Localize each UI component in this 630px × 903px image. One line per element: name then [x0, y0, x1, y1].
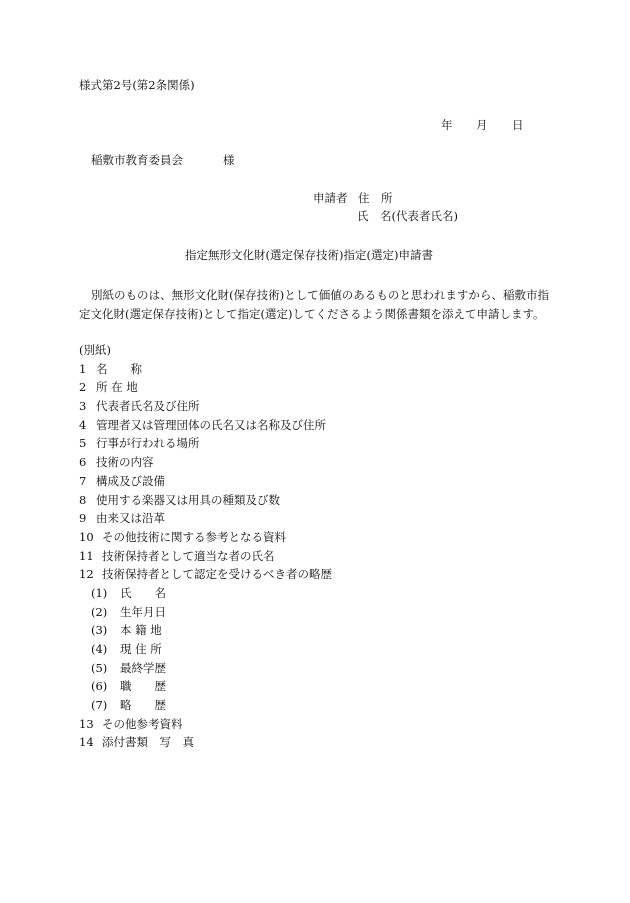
- list-item: [79, 397, 332, 416]
- applicant-address-line: [313, 193, 393, 205]
- date-year-label: 年: [441, 118, 453, 132]
- item-text: 技術保持者として適当な者の氏名: [102, 548, 275, 563]
- item-text: 所 在 地: [96, 380, 138, 395]
- item-number: 11: [79, 548, 94, 563]
- list-item: [79, 434, 332, 453]
- attachment-list: [79, 341, 332, 752]
- list-item: [79, 491, 332, 510]
- item-text: 由来又は沿革: [96, 511, 165, 526]
- attachment-header: (別紙): [79, 343, 111, 357]
- list-item: [79, 509, 332, 528]
- list-item: [79, 733, 332, 752]
- item-number: 7: [79, 473, 87, 488]
- sub-item-text: 生年月日: [120, 604, 166, 619]
- application-body: 別紙のものは、無形文化財(保存技術)として価値のあるものと思われますから、稲敷市指定文化財(選定保存技術)として指定(選定)してくださるよう関係書類を添えて申請します。: [79, 288, 549, 321]
- sub-item-text: 本 籍 地: [120, 623, 162, 638]
- applicant-address-label: 住 所: [358, 191, 393, 205]
- list-item: [79, 416, 332, 435]
- item-text: 使用する楽器又は用具の種類及び数: [96, 492, 280, 507]
- item-text: 技術の内容: [96, 455, 154, 470]
- item-number: 5: [79, 436, 87, 451]
- sub-item-number: (7): [91, 698, 108, 713]
- sub-item-number: (3): [91, 623, 108, 638]
- sub-list-item: [79, 640, 332, 659]
- item-number: 2: [79, 380, 87, 395]
- sub-list-item: [79, 603, 332, 622]
- item-text: 添付書類 写 真: [102, 735, 194, 750]
- item-number: 9: [79, 511, 87, 526]
- date-day-label: 日: [512, 118, 524, 132]
- date-line: [441, 120, 524, 132]
- item-number: 1: [79, 361, 87, 376]
- sub-list-item: [79, 677, 332, 696]
- sub-item-text: 最終学歴: [120, 660, 166, 675]
- sub-item-text: 氏 名: [120, 585, 166, 600]
- sub-item-text: 職 歴: [120, 679, 166, 694]
- item-number: 6: [79, 455, 87, 470]
- sub-item-text: 現 住 所: [120, 642, 162, 656]
- sub-list-item: [79, 659, 332, 678]
- list-item: [79, 565, 332, 584]
- sub-item-number: (2): [91, 604, 108, 619]
- item-text: その他参考資料: [102, 716, 183, 731]
- list-item: [79, 528, 332, 547]
- list-item: [79, 472, 332, 491]
- item-number: 14: [79, 735, 94, 750]
- item-text: 管理者又は管理団体の氏名又は名称及び住所: [96, 417, 326, 432]
- item-text: その他技術に関する参考となる資料: [102, 529, 286, 544]
- form-number: 様式第2号(第2条関係): [79, 78, 195, 92]
- sub-item-number: (5): [91, 660, 108, 675]
- item-text: 代表者氏名及び住所: [96, 399, 200, 414]
- addressee-name: 稲敷市教育委員会: [91, 153, 183, 167]
- sub-item-number: (1): [91, 585, 108, 600]
- document-title: 指定無形文化財(選定保存技術)指定(選定)申請書: [185, 248, 433, 262]
- sub-item-number: (6): [91, 679, 108, 694]
- item-text: 行事が行われる場所: [96, 436, 200, 451]
- item-number: 4: [79, 417, 87, 432]
- item-text: 技術保持者として認定を受けるべき者の略歴: [102, 567, 332, 582]
- item-number: 8: [79, 492, 87, 507]
- addressee-honorific: 様: [223, 153, 235, 167]
- item-text: 名 称: [96, 361, 142, 376]
- applicant-label: 申請者: [313, 191, 348, 205]
- sub-list-item: [79, 696, 332, 715]
- sub-item-number: (4): [91, 642, 108, 656]
- item-number: 12: [79, 567, 94, 582]
- item-text: 構成及び設備: [96, 473, 165, 488]
- list-item: [79, 547, 332, 566]
- sub-list-item: [79, 621, 332, 640]
- sub-item-text: 略 歴: [120, 698, 166, 713]
- date-month-label: 月: [476, 118, 488, 132]
- sub-list-item: [79, 584, 332, 603]
- item-number: 10: [79, 529, 94, 544]
- item-number: 3: [79, 399, 87, 414]
- addressee: [91, 155, 235, 167]
- item-number: 13: [79, 716, 94, 731]
- list-item: [79, 715, 332, 734]
- list-item: [79, 453, 332, 472]
- applicant-name-label: 氏 名(代表者氏名): [357, 209, 458, 223]
- list-item: [79, 378, 332, 397]
- list-item: [79, 360, 332, 379]
